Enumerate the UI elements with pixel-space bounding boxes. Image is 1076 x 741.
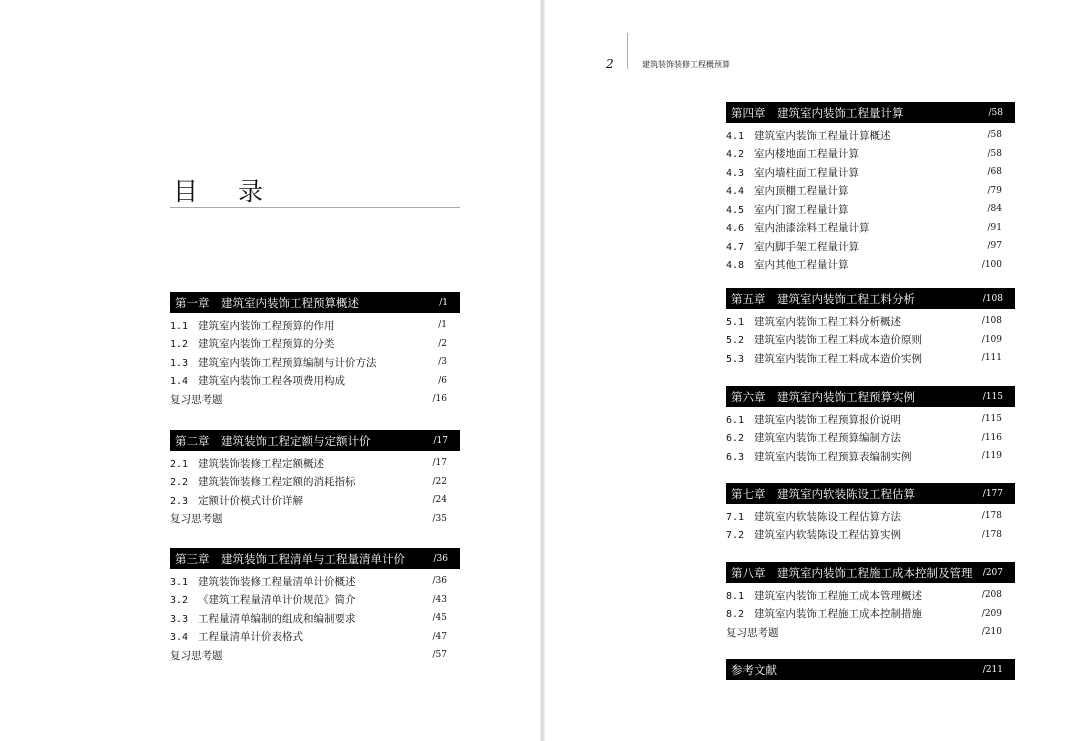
entry-number: 4.5 <box>726 204 745 216</box>
entry-number: 2.3 <box>170 495 189 507</box>
entry-page: /116 <box>981 432 1002 443</box>
toc-entry[interactable] <box>170 316 460 335</box>
toc-entry[interactable] <box>726 447 1015 466</box>
entry-page: /35 <box>432 513 447 524</box>
entry-page: /178 <box>981 511 1002 522</box>
entry-number: 6.3 <box>726 451 745 463</box>
toc-entry[interactable] <box>170 572 460 591</box>
chapter-page: /108 <box>982 293 1003 304</box>
entry-page: /119 <box>981 451 1002 462</box>
toc-entry[interactable] <box>170 372 460 391</box>
entry-page: /47 <box>432 631 447 642</box>
toc-title: 目 录 <box>173 177 279 206</box>
chapter-block <box>726 386 1015 466</box>
entry-page: /178 <box>981 529 1002 540</box>
chapter-heading[interactable] <box>170 292 460 313</box>
toc-entry[interactable] <box>726 312 1015 331</box>
chapter-title: 第二章 建筑装饰工程定额与定额计价 <box>175 433 371 448</box>
chapter-block <box>170 430 460 528</box>
chapter-title: 第四章 建筑室内装饰工程量计算 <box>731 105 904 120</box>
chapter-block <box>726 562 1015 642</box>
entry-title: 建筑装饰装修工程量清单计价概述 <box>198 575 356 588</box>
chapter-block <box>170 292 460 409</box>
entry-title: 建筑装饰装修工程定额的消耗指标 <box>198 476 356 489</box>
entry-page: /209 <box>981 608 1002 619</box>
entry-page: /57 <box>432 650 447 661</box>
entry-number: 4.2 <box>726 149 745 161</box>
toc-entry[interactable] <box>170 510 460 529</box>
entry-page: /2 <box>438 338 447 349</box>
entry-page: /208 <box>981 590 1002 601</box>
entry-title: 复习思考题 <box>170 649 223 662</box>
entry-number: 3.2 <box>170 595 189 607</box>
entry-title: 室内顶棚工程量计算 <box>754 185 849 198</box>
entry-page: /108 <box>981 316 1002 327</box>
entry-title: 复习思考题 <box>726 626 779 639</box>
chapter-page: /115 <box>982 391 1003 402</box>
page-number: 2 <box>606 57 614 71</box>
entry-page: /79 <box>987 185 1002 196</box>
entry-number: 1.4 <box>170 376 189 388</box>
entry-page: /45 <box>432 613 447 624</box>
entry-number: 7.1 <box>726 511 745 523</box>
toc-entry[interactable] <box>170 454 460 473</box>
chapter-title: 第一章 建筑室内装饰工程预算概述 <box>175 295 359 310</box>
entry-title: 室内脚手架工程量计算 <box>754 240 859 253</box>
entry-page: /3 <box>438 357 447 368</box>
toc-entry[interactable] <box>726 182 1015 201</box>
entry-title: 建筑室内装饰工程预算编制方法 <box>754 432 901 445</box>
entry-title: 建筑室内装饰工程量计算概述 <box>754 129 891 142</box>
chapter-title: 第五章 建筑室内装饰工程工料分析 <box>731 291 915 306</box>
chapter-block <box>170 548 460 665</box>
chapter-page: /177 <box>982 488 1003 499</box>
chapter-heading[interactable] <box>170 548 460 569</box>
entry-page: /111 <box>981 353 1002 364</box>
toc-entry[interactable] <box>726 623 1015 642</box>
entry-title: 建筑装饰装修工程定额概述 <box>198 457 324 470</box>
toc-entry[interactable] <box>170 473 460 492</box>
entry-page: /17 <box>432 458 447 469</box>
toc-entry[interactable] <box>170 609 460 628</box>
chapter-heading[interactable] <box>726 659 1015 680</box>
toc-entry[interactable] <box>726 163 1015 182</box>
entry-number: 4.7 <box>726 241 745 253</box>
toc-entry[interactable] <box>726 410 1015 429</box>
toc-entry[interactable] <box>170 591 460 610</box>
chapter-block <box>726 102 1015 274</box>
entry-title: 建筑室内装饰工程工料成本造价原则 <box>754 334 922 347</box>
chapter-page: /1 <box>439 297 448 308</box>
entry-number: 2.1 <box>170 458 189 470</box>
chapter-page: /207 <box>982 567 1003 578</box>
entry-page: /91 <box>987 222 1002 233</box>
entry-title: 室内油漆涂料工程量计算 <box>754 222 870 235</box>
entry-title: 建筑室内软装陈设工程估算实例 <box>754 529 901 542</box>
entry-number: 5.2 <box>726 335 745 347</box>
entry-page: /210 <box>981 627 1002 638</box>
entry-page: /16 <box>432 394 447 405</box>
chapter-page: /36 <box>433 553 448 564</box>
entry-number: 8.1 <box>726 590 745 602</box>
chapter-heading[interactable] <box>726 562 1015 583</box>
entry-number: 4.4 <box>726 186 745 198</box>
toc-entry[interactable] <box>726 349 1015 368</box>
entry-number: 4.1 <box>726 130 745 142</box>
toc-entry[interactable] <box>726 256 1015 275</box>
entry-number: 5.1 <box>726 316 745 328</box>
toc-entry[interactable] <box>726 429 1015 448</box>
entry-number: 3.3 <box>170 613 189 625</box>
entry-number: 5.3 <box>726 353 745 365</box>
title-rule <box>170 207 460 208</box>
entry-title: 室内墙柱面工程量计算 <box>754 166 859 179</box>
toc-entry[interactable] <box>170 646 460 665</box>
entry-title: 建筑室内软装陈设工程估算方法 <box>754 510 901 523</box>
toc-entry[interactable] <box>726 507 1015 526</box>
entry-page: /115 <box>981 414 1002 425</box>
chapter-block <box>726 288 1015 368</box>
toc-entry[interactable] <box>726 145 1015 164</box>
chapter-page: /58 <box>988 107 1003 118</box>
entry-title: 建筑室内装饰工程预算报价说明 <box>754 413 901 426</box>
toc-entry[interactable] <box>726 200 1015 219</box>
chapter-page: /17 <box>433 435 448 446</box>
entry-title: 《建筑工程量清单计价规范》简介 <box>198 594 356 607</box>
entry-page: /22 <box>432 476 447 487</box>
chapter-page: /211 <box>982 664 1003 675</box>
chapter-block <box>726 659 1015 680</box>
entry-page: /43 <box>432 594 447 605</box>
entry-title: 室内其他工程量计算 <box>754 259 849 272</box>
entry-title: 复习思考题 <box>170 393 223 406</box>
entry-title: 工程量清单编制的组成和编制要求 <box>198 612 356 625</box>
toc-entry[interactable] <box>726 219 1015 238</box>
chapter-heading[interactable] <box>726 483 1015 504</box>
entry-page: /36 <box>432 576 447 587</box>
entry-number: 4.8 <box>726 260 745 272</box>
entry-number: 6.2 <box>726 433 745 445</box>
entry-page: /24 <box>432 495 447 506</box>
chapter-title: 第三章 建筑装饰工程清单与工程量清单计价 <box>175 551 405 566</box>
entry-number: 6.1 <box>726 414 745 426</box>
entry-title: 建筑室内装饰工程预算的作用 <box>198 319 335 332</box>
entry-number: 1.3 <box>170 357 189 369</box>
entry-number: 3.1 <box>170 576 189 588</box>
toc-entry[interactable] <box>170 335 460 354</box>
entry-number: 2.2 <box>170 477 189 489</box>
entry-number: 1.2 <box>170 339 189 351</box>
entry-number: 7.2 <box>726 530 745 542</box>
entry-title: 建筑室内装饰工程预算编制与计价方法 <box>198 356 377 369</box>
toc-entry[interactable] <box>726 237 1015 256</box>
entry-page: /68 <box>987 167 1002 178</box>
entry-number: 1.1 <box>170 320 189 332</box>
entry-number: 4.3 <box>726 167 745 179</box>
entry-number: 3.4 <box>170 632 189 644</box>
entry-page: /97 <box>987 241 1002 252</box>
entry-page: /109 <box>981 334 1002 345</box>
entry-title: 建筑室内装饰工程各项费用构成 <box>198 375 345 388</box>
chapter-title: 参考文献 <box>731 662 777 677</box>
entry-title: 定额计价模式计价详解 <box>198 494 303 507</box>
entry-title: 建筑室内装饰工程预算表编制实例 <box>754 450 912 463</box>
chapter-heading[interactable] <box>170 430 460 451</box>
entry-title: 工程量清单计价表格式 <box>198 631 303 644</box>
toc-entry[interactable] <box>170 491 460 510</box>
chapter-heading[interactable] <box>726 288 1015 309</box>
chapter-heading[interactable] <box>726 102 1015 123</box>
entry-page: /58 <box>987 130 1002 141</box>
toc-entry[interactable] <box>170 390 460 409</box>
entry-title: 室内门窗工程量计算 <box>754 203 849 216</box>
toc-entry[interactable] <box>726 126 1015 145</box>
toc-entry[interactable] <box>170 628 460 647</box>
entry-title: 建筑室内装饰工程预算的分类 <box>198 338 335 351</box>
toc-entry[interactable] <box>726 605 1015 624</box>
header-rule <box>627 33 628 69</box>
entry-title: 建筑室内装饰工程施工成本控制措施 <box>754 608 922 621</box>
entry-number: 8.2 <box>726 609 745 621</box>
entry-page: /6 <box>438 375 447 386</box>
entry-page: /100 <box>981 259 1002 270</box>
entry-title: 建筑室内装饰工程工料分析概述 <box>754 315 901 328</box>
entry-title: 复习思考题 <box>170 513 223 526</box>
entry-page: /58 <box>987 148 1002 159</box>
entry-page: /1 <box>438 320 447 331</box>
toc-entry[interactable] <box>726 331 1015 350</box>
chapter-title: 第八章 建筑室内装饰工程施工成本控制及管理 <box>731 565 973 580</box>
entry-page: /84 <box>987 204 1002 215</box>
entry-title: 室内楼地面工程量计算 <box>754 148 859 161</box>
toc-entry[interactable] <box>726 526 1015 545</box>
chapter-title: 第七章 建筑室内软装陈设工程估算 <box>731 486 915 501</box>
toc-entry[interactable] <box>170 353 460 372</box>
toc-entry[interactable] <box>726 586 1015 605</box>
entry-number: 4.6 <box>726 223 745 235</box>
running-head: 建筑装饰装修工程概预算 <box>642 60 730 69</box>
entry-title: 建筑室内装饰工程施工成本管理概述 <box>754 589 922 602</box>
chapter-block <box>726 483 1015 544</box>
chapter-title: 第六章 建筑室内装饰工程预算实例 <box>731 389 915 404</box>
entry-title: 建筑室内装饰工程工料成本造价实例 <box>754 352 922 365</box>
chapter-heading[interactable] <box>726 386 1015 407</box>
